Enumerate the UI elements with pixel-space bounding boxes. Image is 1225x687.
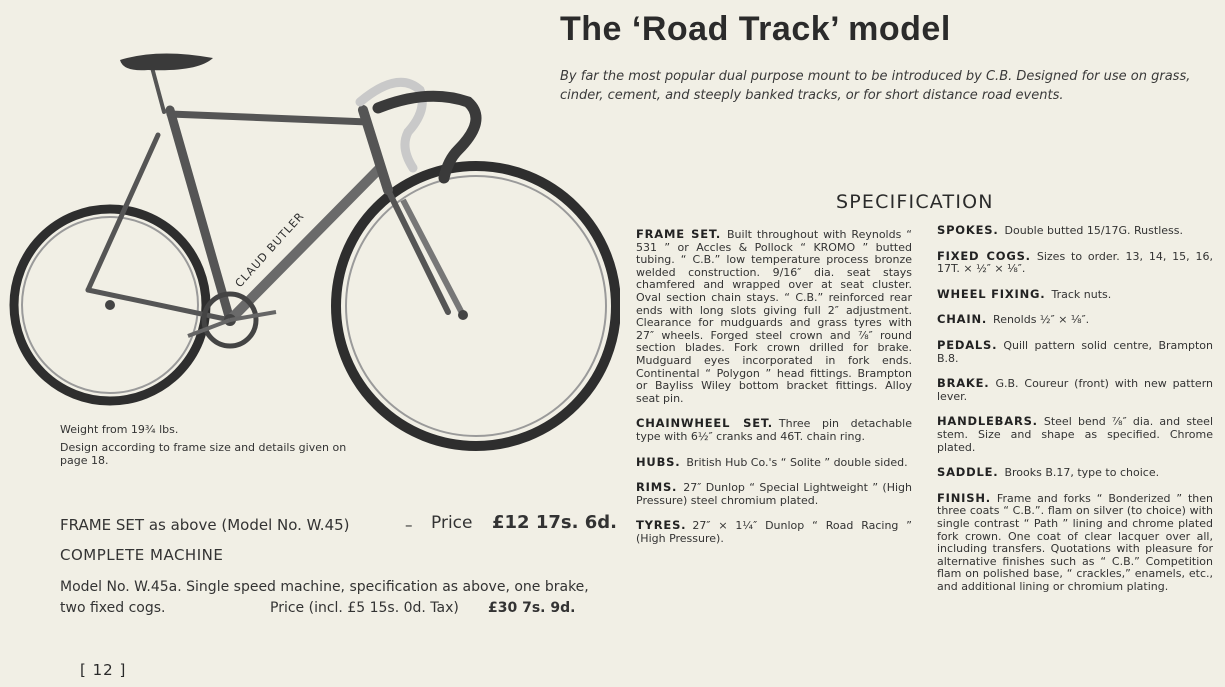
spec-text: Three pin detachable type with 6½″ cranks and 46T. chain ring. bbox=[636, 417, 912, 443]
front-hub bbox=[458, 310, 468, 320]
spec-text: Quill pattern solid centre, Brampton B.8. bbox=[937, 338, 1213, 365]
spec-item bbox=[636, 417, 912, 443]
rear-hub bbox=[105, 300, 115, 310]
image-caption bbox=[60, 423, 360, 472]
spec-heading: HUBS. bbox=[636, 454, 681, 469]
spec-text: British Hub Co.'s “ Solite ” double sided. bbox=[686, 455, 908, 469]
spec-item bbox=[937, 466, 1213, 480]
intro-text: By far the most popular dual purpose mount to be introduced by C.B. Designed for use on grass, cinder, cement, and steeply banked tracks, or for short distance road events. bbox=[560, 69, 1191, 103]
dash: – bbox=[405, 516, 413, 534]
model-desc-line: Model No. W.45a. Single speed machine, specification as above, one brake, bbox=[60, 579, 589, 595]
spec-heading: HANDLEBARS. bbox=[937, 414, 1038, 429]
complete-price: £30 7s. 9d. bbox=[488, 600, 576, 616]
spec-item bbox=[937, 250, 1213, 276]
spec-text: 27″ × 1¼″ Dunlop “ Road Racing ” (High Pressure). bbox=[636, 519, 912, 545]
spec-heading: WHEEL FIXING. bbox=[937, 286, 1046, 301]
spec-text: Steel bend ⅞″ dia. and steel stem. Size and shape as specified. Chrome plated. bbox=[937, 415, 1213, 454]
model-desc-line-2: two fixed cogs. bbox=[60, 600, 166, 616]
spec-text: 27″ Dunlop “ Special Lightweight ” (High Pressure) steel chromium plated. bbox=[636, 481, 912, 507]
spec-text: Track nuts. bbox=[1051, 287, 1112, 301]
design-note: Design according to frame size and details given on page 18. bbox=[60, 441, 347, 467]
spec-item bbox=[636, 519, 912, 545]
spec-heading: BRAKE. bbox=[937, 376, 990, 391]
spec-item bbox=[937, 339, 1213, 365]
spec-heading: FINISH. bbox=[937, 490, 991, 505]
spec-text: G.B. Coureur (front) with new pattern lever. bbox=[937, 377, 1213, 403]
spec-item bbox=[937, 224, 1213, 238]
model-description bbox=[60, 577, 620, 619]
pricing-block bbox=[60, 512, 620, 619]
complete-machine-heading: COMPLETE MACHINE bbox=[60, 546, 224, 564]
spec-item bbox=[636, 456, 912, 470]
spec-heading: FIXED COGS. bbox=[937, 248, 1031, 263]
spec-text: Double butted 15/17G. Rustless. bbox=[1004, 224, 1183, 237]
spec-text: Built throughout with Reynolds “ 531 ” or Accles & Pollock “ KROMO ” butted tubing. “ C.B.” low temperature process bronze welded construction. 9/16″ dia. seat stays chamfered and wrapped over at seat cluster. Oval section chain stays. “ C.B.” reinforced rear ends with long slots giving full 2″ adjustment. Clearance for mudguards and grass tyres with 27″ wheels. Forged steel crown and ⅞″ round section blades. Fork crown drilled for brake. Mudguard eyes incorporated in fork ends. Continental “ Polygon ” head fittings. Brampton or Bayliss Wiley bottom bracket fittings. Alloy seat pin. bbox=[636, 228, 912, 405]
frame-set-price: £12 17s. 6d. bbox=[492, 512, 617, 533]
spec-column-2 bbox=[937, 224, 1213, 605]
spec-text: Brooks B.17, type to choice. bbox=[1004, 466, 1160, 480]
frame-set-label: FRAME SET as above (Model No. W.45) bbox=[60, 516, 350, 534]
spec-text: Sizes to order. 13, 14, 15, 16, 17T. × ½″ × ⅛″. bbox=[937, 249, 1213, 276]
spec-item bbox=[937, 377, 1213, 403]
spec-item bbox=[937, 492, 1213, 594]
saddle bbox=[120, 53, 213, 70]
spec-item bbox=[937, 288, 1213, 302]
front-fork bbox=[403, 200, 463, 315]
spec-heading: FRAME SET. bbox=[636, 227, 721, 241]
spec-heading: SADDLE. bbox=[937, 465, 999, 480]
spec-item bbox=[937, 313, 1213, 327]
spec-item bbox=[636, 481, 912, 507]
spec-item bbox=[636, 228, 912, 405]
frame-lettering: CLAUD BUTLER bbox=[232, 209, 307, 291]
spec-text: Renolds ½″ × ⅛″. bbox=[993, 313, 1090, 327]
spec-heading: TYRES. bbox=[636, 518, 687, 533]
price-label: Price bbox=[431, 513, 473, 533]
spec-heading: PEDALS. bbox=[937, 337, 998, 352]
specification-heading: SPECIFICATION bbox=[836, 191, 994, 213]
spec-text: Frame and forks “ Bonderized ” then three coats “ C.B.”. flam on silver (to choice) with single contrast “ Path ” lining and chrome plated fork crown. One coat of clear lacquer over all, including transfers. Quotations with pleasure for alternative finishes such as “ C.B.” Competition flam on polished base, “ crackles,” enamels, etc., and additional lining or chromium plating. bbox=[937, 491, 1213, 593]
spec-heading: CHAIN. bbox=[937, 312, 988, 327]
page-title: The ‘Road Track’ model bbox=[560, 10, 951, 48]
complete-price-label: Price (incl. £5 15s. 0d. Tax) bbox=[270, 600, 459, 616]
spec-item bbox=[937, 415, 1213, 454]
page-number: [ 12 ] bbox=[80, 661, 127, 679]
spec-column-1 bbox=[636, 228, 912, 557]
spec-heading: CHAINWHEEL SET. bbox=[636, 416, 773, 431]
frame-set-price-row bbox=[60, 512, 620, 540]
complete-price-row bbox=[60, 598, 620, 619]
spec-heading: RIMS. bbox=[636, 480, 678, 495]
spec-heading: SPOKES. bbox=[937, 223, 999, 237]
bicycle-illustration bbox=[8, 50, 620, 480]
front-wheel bbox=[336, 166, 616, 446]
weight-note: Weight from 19¾ lbs. bbox=[60, 423, 179, 436]
